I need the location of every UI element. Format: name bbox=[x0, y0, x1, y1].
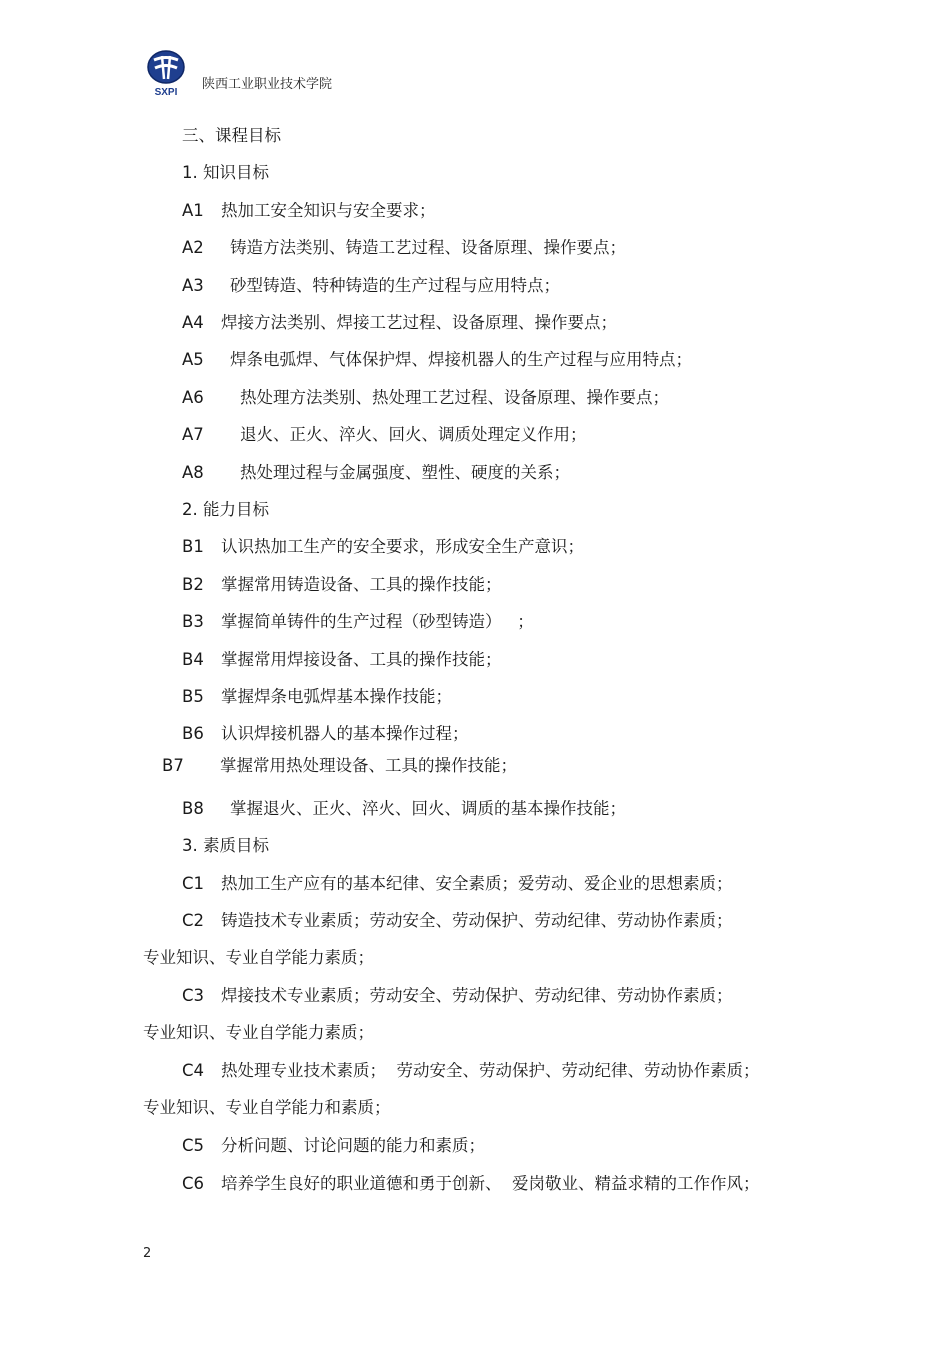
list-item bbox=[182, 1061, 760, 1081]
page-header bbox=[140, 46, 540, 98]
item-text: 热加工生产应有的基本纪律、安全素质；爱劳动、爱企业的思想素质； bbox=[221, 874, 733, 893]
list-item bbox=[182, 612, 534, 632]
item-code: C4 bbox=[182, 1061, 205, 1080]
list-item bbox=[182, 388, 669, 408]
item-code: C3 bbox=[182, 986, 205, 1005]
list-item-continuation: 专业知识、专业自学能力素质； bbox=[143, 1023, 374, 1042]
list-item bbox=[182, 201, 436, 221]
item-code: C2 bbox=[182, 911, 205, 930]
logo-text: SXPI bbox=[154, 87, 178, 98]
list-item bbox=[182, 350, 692, 370]
item-code: C1 bbox=[182, 874, 205, 893]
list-item bbox=[182, 799, 626, 819]
item-text: 铸造技术专业素质；劳动安全、劳动保护、劳动纪律、劳动协作素质； bbox=[221, 911, 733, 930]
list-item bbox=[182, 425, 587, 445]
list-item bbox=[182, 986, 733, 1006]
school-name: 陕西工业职业技术学院 bbox=[202, 77, 333, 92]
list-item bbox=[182, 687, 452, 707]
knowledge-heading: 1. 知识目标 bbox=[182, 163, 269, 182]
item-text: 热处理专业技术素质； 劳动安全、劳动保护、劳动纪律、劳动协作素质； bbox=[221, 1061, 760, 1080]
page-number: 2 bbox=[143, 1246, 152, 1261]
ability-heading: 2. 能力目标 bbox=[182, 500, 269, 519]
item-text: 认识焊接机器人的基本操作过程； bbox=[221, 724, 469, 743]
item-code: A8 bbox=[182, 463, 204, 482]
list-item bbox=[182, 575, 502, 595]
item-text: 掌握退火、正火、淬火、回火、调质的基本操作技能； bbox=[230, 799, 626, 818]
list-item bbox=[182, 238, 626, 258]
item-text: 掌握常用铸造设备、工具的操作技能； bbox=[221, 575, 502, 594]
item-code: A3 bbox=[182, 276, 204, 295]
item-text: 焊接方法类别、焊接工艺过程、设备原理、操作要点； bbox=[221, 313, 617, 332]
list-item bbox=[182, 463, 570, 483]
item-code: C6 bbox=[182, 1174, 205, 1193]
item-code: B4 bbox=[182, 650, 204, 669]
list-item bbox=[162, 756, 517, 776]
item-text: 热处理方法类别、热处理工艺过程、设备原理、操作要点； bbox=[240, 388, 669, 407]
list-item bbox=[182, 1174, 760, 1194]
item-code: A4 bbox=[182, 313, 204, 332]
list-item bbox=[182, 1136, 485, 1156]
list-item-continuation: 专业知识、专业自学能力素质； bbox=[143, 948, 374, 967]
item-code: A7 bbox=[182, 425, 204, 444]
item-code: A5 bbox=[182, 350, 204, 369]
list-item bbox=[182, 650, 502, 670]
item-text: 热处理过程与金属强度、塑性、硬度的关系； bbox=[240, 463, 570, 482]
item-text: 砂型铸造、特种铸造的生产过程与应用特点； bbox=[230, 276, 560, 295]
item-text: 焊条电弧焊、气体保护焊、焊接机器人的生产过程与应用特点； bbox=[230, 350, 692, 369]
item-code: B2 bbox=[182, 575, 204, 594]
item-code: B5 bbox=[182, 687, 204, 706]
item-code: A6 bbox=[182, 388, 204, 407]
item-code: B3 bbox=[182, 612, 204, 631]
section-title: 三、课程目标 bbox=[182, 126, 281, 145]
list-item bbox=[182, 874, 733, 894]
item-text: 分析问题、讨论问题的能力和素质； bbox=[221, 1136, 485, 1155]
item-code: B6 bbox=[182, 724, 204, 743]
item-text: 掌握简单铸件的生产过程（砂型铸造） ； bbox=[221, 612, 534, 631]
list-item bbox=[182, 276, 560, 296]
item-text: 培养学生良好的职业道德和勇于创新、 爱岗敬业、精益求精的工作作风； bbox=[221, 1174, 760, 1193]
item-code: B1 bbox=[182, 537, 204, 556]
item-text: 退火、正火、淬火、回火、调质处理定义作用； bbox=[240, 425, 587, 444]
item-code: A1 bbox=[182, 201, 204, 220]
item-text: 认识热加工生产的安全要求，形成安全生产意识； bbox=[221, 537, 584, 556]
list-item-continuation: 专业知识、专业自学能力和素质； bbox=[143, 1098, 391, 1117]
item-text: 掌握常用焊接设备、工具的操作技能； bbox=[221, 650, 502, 669]
item-text: 掌握常用热处理设备、工具的操作技能； bbox=[220, 756, 517, 775]
list-item bbox=[182, 724, 469, 744]
item-text: 焊接技术专业素质；劳动安全、劳动保护、劳动纪律、劳动协作素质； bbox=[221, 986, 733, 1005]
list-item bbox=[182, 537, 584, 557]
sxpi-logo-icon bbox=[140, 46, 192, 98]
item-text: 热加工安全知识与安全要求； bbox=[221, 201, 436, 220]
list-item bbox=[182, 313, 617, 333]
quality-heading: 3. 素质目标 bbox=[182, 836, 269, 855]
item-text: 铸造方法类别、铸造工艺过程、设备原理、操作要点； bbox=[230, 238, 626, 257]
list-item bbox=[182, 911, 733, 931]
item-code: A2 bbox=[182, 238, 204, 257]
item-text: 掌握焊条电弧焊基本操作技能； bbox=[221, 687, 452, 706]
item-code: B8 bbox=[182, 799, 204, 818]
item-code: C5 bbox=[182, 1136, 205, 1155]
item-code: B7 bbox=[162, 756, 184, 775]
